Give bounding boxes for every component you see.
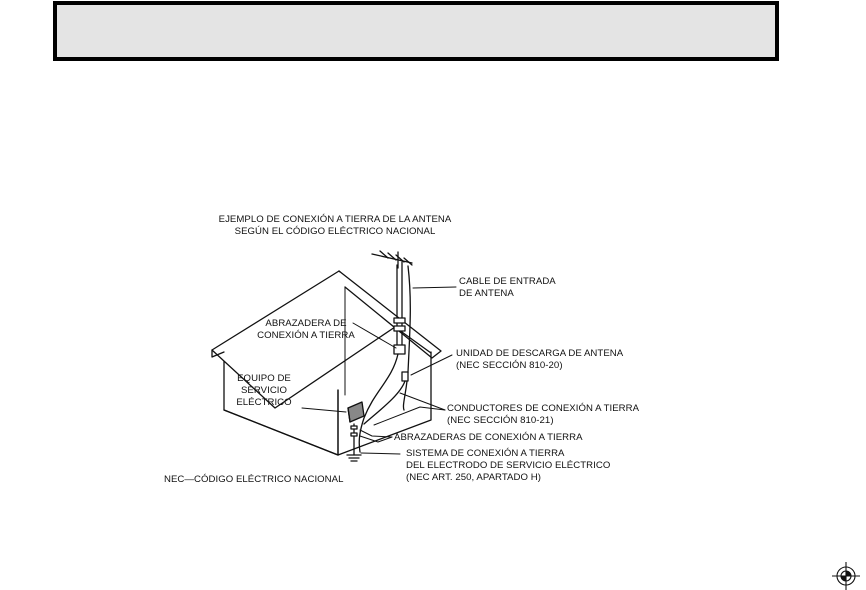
label-abrazadera-line2: CONEXIÓN A TIERRA bbox=[257, 330, 355, 341]
label-sistema-line2: DEL ELECTRODO DE SERVICIO ELÉCTRICO bbox=[406, 460, 611, 471]
leader-cable bbox=[413, 287, 456, 288]
label-conductores bbox=[447, 403, 639, 427]
label-sistema-line3: (NEC ART. 250, APARTADO H) bbox=[406, 472, 541, 483]
diagram-title-line1: EJEMPLO DE CONEXIÓN A TIERRA DE LA ANTENA bbox=[218, 214, 452, 225]
label-sistema bbox=[406, 448, 610, 484]
label-abrazaderas-line1: ABRAZADERAS DE CONEXIÓN A TIERRA bbox=[394, 432, 583, 443]
label-abrazaderas bbox=[394, 432, 583, 444]
leader-equipo bbox=[302, 408, 346, 412]
label-cable-entrada bbox=[459, 276, 556, 300]
label-cable-entrada-line1: CABLE DE ENTRADA bbox=[459, 276, 556, 287]
label-unidad-descarga bbox=[456, 348, 623, 372]
label-unidad-descarga-line2: (NEC SECCIÓN 810-20) bbox=[456, 360, 563, 371]
label-conductores-line1: CONDUCTORES DE CONEXIÓN A TIERRA bbox=[447, 403, 640, 414]
label-equipo-line2: SERVICIO bbox=[240, 385, 288, 396]
leader-sistema bbox=[361, 453, 400, 454]
label-abrazadera bbox=[254, 318, 358, 342]
label-nec bbox=[164, 474, 344, 486]
label-nec-line1: NEC—CÓDIGO ELÉCTRICO NACIONAL bbox=[164, 474, 344, 485]
label-abrazadera-line1: ABRAZADERA DE bbox=[265, 318, 347, 329]
diagram-title bbox=[203, 214, 467, 238]
crosshair-registration-mark-icon bbox=[832, 562, 860, 590]
label-equipo-line3: ELÉCTRICO bbox=[236, 397, 292, 408]
label-conductores-line2: (NEC SECCIÓN 810-21) bbox=[447, 415, 554, 426]
label-sistema-line1: SISTEMA DE CONEXIÓN A TIERRA bbox=[406, 448, 565, 459]
label-unidad-descarga-line1: UNIDAD DE DESCARGA DE ANTENA bbox=[456, 348, 624, 359]
label-cable-entrada-line2: DE ANTENA bbox=[459, 288, 514, 299]
label-equipo-servicio bbox=[226, 373, 302, 409]
service-equipment-box bbox=[348, 402, 364, 422]
house-icon bbox=[212, 271, 441, 455]
label-equipo-line1: EQUIPO DE bbox=[237, 373, 291, 384]
leader-conductores-1 bbox=[374, 407, 445, 425]
diagram-title-line2: SEGÚN EL CÓDIGO ELÉCTRICO NACIONAL bbox=[234, 226, 436, 237]
